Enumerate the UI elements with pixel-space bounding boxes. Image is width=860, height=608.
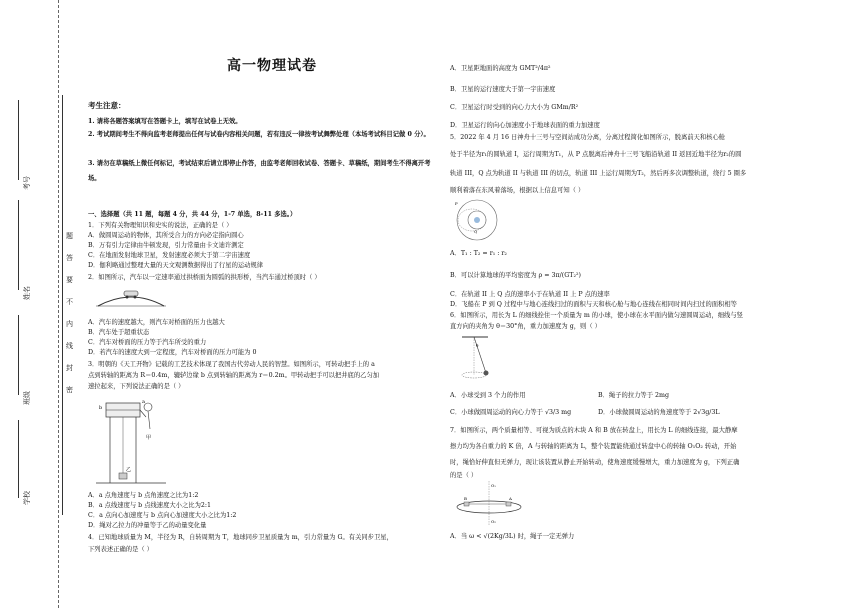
svg-text:θ: θ (476, 343, 479, 348)
svg-text:b: b (99, 405, 103, 411)
xingming-label: 姓名 (23, 286, 31, 300)
q6-option-c-expr: √3/3 mg (545, 409, 572, 416)
q7-line-1: 7．如图所示，两个质量相等、可视为质点的木块 A 和 B 放在转盘上，用长为 L 的细线连接，最大静摩 (450, 427, 738, 434)
q4-line-1: 4．已知地球质量为 M，半径为 R，自转周期为 T，地球同步卫星质量为 m，引力常量为 G。有关同步卫星， (88, 534, 393, 541)
q6-line-2: 直方向的夹角为 θ＝30°角，重力加速度为 g，则（ ） (450, 323, 601, 330)
q4-option-c: C．卫星运行时受到的向心力大小为 GMm/R² (450, 104, 579, 111)
seal-word-1: 题 (66, 232, 73, 240)
q2-stem: 2．如图所示，汽车以一定速率通过拱桥面为圆弧的拱形桥，当汽车通过桥顶时（ ） (88, 274, 321, 281)
q5-line-4: 顺利着落在东风着落场，根据以上信息可知（ ） (450, 187, 585, 194)
svg-text:Q: Q (474, 229, 478, 234)
notice-item-2: 2. 考试期间考生不得向监考老师提出任何与试卷内容相关问题，若有违反一律按考试舞弊处理（本场考试科目记做 0 分）。 (88, 131, 430, 138)
q5-line-2: 处于半径为r₁的圆轨道 I，运行周期为T₁，从 P 点脱离后神舟十三号飞船沿轨道 II 返回近地半径为r₂的圆 (450, 151, 742, 158)
seal-word-6: 线 (66, 342, 73, 350)
q3-option-a: A．a 点角速度与 b 点角速度之比为1:2 (88, 492, 199, 499)
windlass-figure (96, 395, 166, 487)
q4-option-c-expr: GMm/R² (551, 104, 579, 111)
q6-line-1: 6．如图所示，用长为 L 的细线拴住一个质量为 m 的小球，使小球在水平面内做匀速圆周运动，细线与竖 (450, 312, 743, 319)
kaohao-label: 考号 (23, 176, 31, 190)
banji-label: 班级 (23, 391, 31, 405)
orbit-figure (452, 197, 502, 243)
q7-line-4: 的是（ ） (450, 472, 478, 479)
q5-option-a: A．T₁ : T₂ = r₁ : r₂ (450, 250, 507, 257)
q2-option-c: C．汽车对桥面的压力等于汽车所受的重力 (88, 339, 207, 346)
q6-option-c: C．小球做圆周运动的向心力等于 √3/3 mg (450, 409, 572, 416)
q1-stem: 1．下列有关物理知识和史实的说法，正确的是（ ） (88, 222, 233, 229)
seal-word-5: 内 (66, 320, 73, 328)
q1-option-b: B．万有引力定律由牛顿发现，引力常量由卡文迪许测定 (88, 242, 244, 249)
q4-option-a-expr: GMT²/4π² (519, 65, 551, 72)
svg-text:乙: 乙 (126, 467, 132, 473)
page-title: 高一物理试卷 (227, 58, 317, 74)
q3-option-b: B．a 点线速度与 b 点线速度大小之比为2:1 (88, 502, 212, 509)
section-title: 一、选择题（共 11 题，每题 4 分，共 44 分，1-7 单选，8-11 多选。） (88, 211, 297, 218)
q4-line-2: 下列表述正确的是（ ） (88, 546, 153, 553)
xingming-field (18, 200, 19, 290)
q3-line-2: 点到转轴的距离为 R＝0.4m，辘轳边缘 b 点到转轴的距离为 r＝0.2m。甲转动把手可以把井底的乙匀加 (88, 372, 380, 379)
svg-text:a: a (142, 399, 145, 405)
q3-line-1: 3．明朝的《天工开物》记载的工艺技术体现了我国古代劳动人民的智慧。如图所示，可转动把手上的 a (88, 361, 375, 368)
seal-word-8: 密 (66, 386, 73, 394)
svg-text:O₁: O₁ (491, 483, 496, 488)
q4-option-d: D．卫星运行的向心加速度小于地球表面的重力加速度 (450, 122, 600, 129)
seal-word-3: 要 (66, 276, 73, 284)
seal-word-4: 不 (66, 298, 73, 306)
q1-option-a: A．做圆周运动的物体，其所受合力的方向必定指向圆心 (88, 232, 244, 239)
q5-option-b-expr: ρ = 3π/(GT₂²) (538, 272, 581, 279)
q5-option-d: D．飞船在 P 到 Q 过程中与地心连线扫过的面积与天和核心舱与地心连线在相同时间内扫过的面积相等 (450, 301, 737, 308)
q3-line-3: 速拉起来，下列说法正确的是（ ） (88, 383, 185, 390)
svg-text:甲: 甲 (146, 435, 152, 441)
q6-option-d-expr: 2√3g/3L (693, 409, 720, 416)
conical-pendulum-figure (454, 335, 504, 385)
q5-line-3: 轨道 III，Q 点为轨道 II 与轨道 III 的切点，轨道 III 上运行周期为T₂，然后再多次调整轨道，绕行 5 圈多 (450, 170, 747, 177)
banji-field (18, 315, 19, 395)
cut-line (58, 0, 59, 608)
q6-option-b: B．绳子的拉力等于 2mg (598, 392, 670, 399)
notice-title: 考生注意： (88, 101, 126, 110)
q3-option-d: D．绳对乙拉力的冲量等于乙的动量变化量 (88, 522, 207, 529)
binding-margin (0, 0, 78, 608)
q2-option-b: B．汽车处于超重状态 (88, 329, 150, 336)
notice-item-3: 3. 请勿在草稿纸上微任何标记，考试结束后请立即停止作答，由监考老师回收试卷、答题卡、草稿纸，期间考生不得离开考场。 (88, 160, 431, 182)
q7-option-a: A．当 ω < √(2Kg/3L) 时，绳子一定无弹力 (450, 533, 575, 540)
svg-text:O₂: O₂ (491, 519, 496, 524)
kaohao-field (18, 100, 19, 180)
xuexiao-label: 学校 (23, 491, 31, 505)
q3-option-c: C．a 点向心加速度与 b 点向心加速度大小之比为1:2 (88, 512, 237, 519)
turntable-figure (454, 481, 524, 525)
q7-line-2: 擦力均为各自重力的 K 倍，A 与转轴的距离为 L，整个装置能绕通过转盘中心的转轴 O₁O₂ 转动，开始 (450, 443, 737, 450)
svg-text:P: P (455, 201, 458, 206)
q7-line-3: 时，绳恰好伸直但无弹力，现让该装置从静止开始转动，使角速度缓慢增大，重力加速度为 g，下列正确 (450, 459, 740, 466)
q2-option-a: A．汽车的速度越大，则汽车对桥面的压力也越大 (88, 319, 225, 326)
seal-word-7: 封 (66, 364, 73, 372)
seal-word-2: 答 (66, 254, 73, 262)
q1-option-c: C．在地面发射地球卫星，发射速度必须大于第二宇宙速度 (88, 252, 251, 259)
q4-option-a: A．卫星距地面的高度为 GMT²/4π² (450, 65, 551, 72)
arch-bridge-figure (96, 286, 166, 308)
q5-option-b: B．可以计算地球的平均密度为 ρ = 3π/(GT₂²) (450, 272, 581, 279)
svg-text:B: B (464, 496, 467, 501)
xuexiao-field (18, 420, 19, 498)
q5-line-1: 5．2022 年 4 月 16 日神舟十三号与空间站成功分离，分离过程简化如图所示，脱离前天和核心舱 (450, 134, 726, 141)
notice-item-1: 1. 请将各题答案填写在答题卡上，填写在试卷上无效。 (88, 118, 242, 125)
seal-line (62, 95, 63, 515)
q5-option-c: C．在轨道 II 上 Q 点的速率小于在轨道 II 上 P 点的速率 (450, 291, 610, 298)
q4-option-b: B．卫星的运行速度大于第一宇宙速度 (450, 86, 556, 93)
q6-option-a: A．小球受到 3 个力的作用 (450, 392, 526, 399)
q6-option-d: D．小球做圆周运动的角速度等于 2√3g/3L (598, 409, 720, 416)
q2-option-d: D．若汽车的速度大到一定程度，汽车对桥面的压力可能为 0 (88, 349, 257, 356)
q1-option-d: D．伽利略通过整理大量的天文观测数据得出了行星的运动规律 (88, 262, 264, 269)
svg-text:A: A (509, 496, 512, 501)
